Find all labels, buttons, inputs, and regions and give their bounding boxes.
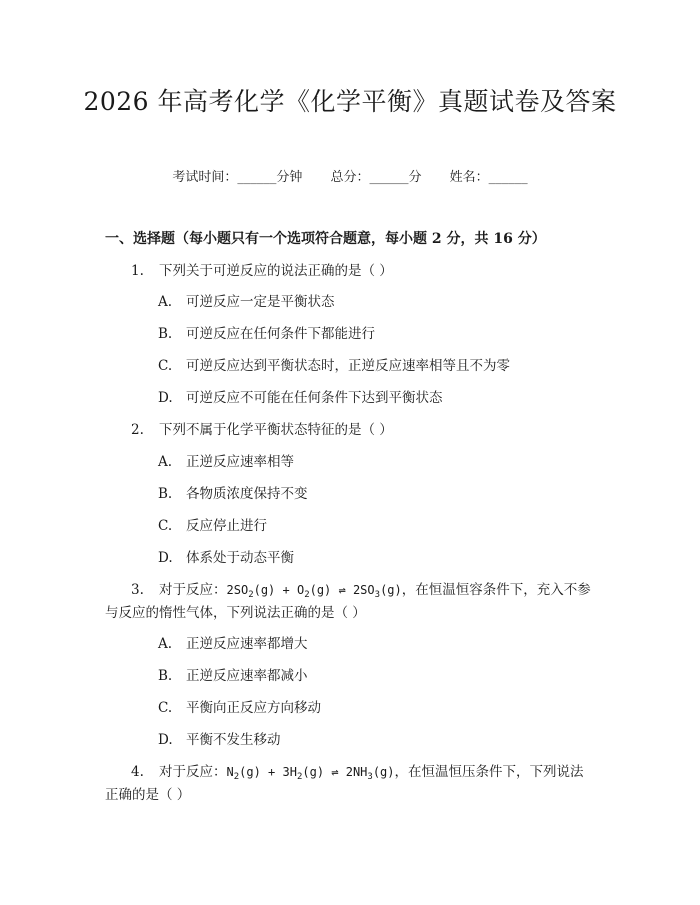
exam-time-field: 考试时间：______分钟 — [172, 170, 303, 185]
question-1 — [131, 261, 393, 281]
question-1-option-b — [158, 324, 375, 344]
question-3-option-c — [158, 698, 321, 718]
option-text: 正逆反应速率相等 — [186, 454, 294, 470]
question-text-pre: 对于反应： — [159, 764, 227, 780]
option-letter: B. — [158, 668, 173, 684]
option-letter: A. — [158, 454, 173, 470]
question-3-option-d — [158, 730, 281, 750]
question-4: 4. 对于反应：$N_2(g) + 3H_2(g)$ ⇌ $2NH_3(g)$，在恒温恒压条件下，下列说法 — [131, 764, 584, 782]
page-title: 2026 年高考化学《化学平衡》真题试卷及答案 — [83, 87, 617, 116]
question-number: 3. — [131, 582, 144, 598]
option-text: 可逆反应一定是平衡状态 — [186, 294, 335, 310]
option-letter: D. — [158, 732, 173, 748]
option-letter: A. — [158, 294, 173, 310]
question-number: 1. — [131, 263, 144, 279]
question-number: 4. — [131, 764, 144, 780]
question-2-option-c — [158, 516, 267, 536]
option-letter: D. — [158, 550, 173, 566]
question-text-line2: 与反应的惰性气体，下列说法正确的是（ ） — [105, 605, 366, 621]
question-4-line2 — [105, 785, 190, 805]
option-text: 正逆反应速率都减小 — [186, 668, 308, 684]
option-text: 正逆反应速率都增大 — [186, 636, 308, 652]
question-3-line2 — [105, 603, 366, 623]
exam-meta — [0, 168, 700, 188]
option-letter: C. — [158, 358, 173, 374]
option-letter: C. — [158, 518, 173, 534]
question-text-pre: 对于反应： — [159, 582, 227, 598]
question-2 — [131, 420, 393, 440]
option-letter: B. — [158, 326, 173, 342]
question-2-option-a — [158, 452, 294, 472]
question-number: 2. — [131, 422, 144, 438]
question-text-line2: 正确的是（ ） — [105, 787, 191, 803]
student-name-field: 姓名：______ — [449, 170, 528, 185]
option-text: 各物质浓度保持不变 — [186, 486, 308, 502]
option-text: 可逆反应不可能在任何条件下达到平衡状态 — [186, 390, 443, 406]
option-letter: B. — [158, 486, 173, 502]
question-2-option-b — [158, 484, 308, 504]
question-1-option-c — [158, 356, 510, 376]
reaction-equation: $N_2(g) + 3H_2(g)$ ⇌ $2NH_3(g)$ — [226, 765, 395, 782]
option-text: 体系处于动态平衡 — [186, 550, 294, 566]
reaction-equation: $2SO_2(g) + O_2(g)$ ⇌ $2SO_3(g)$ — [226, 583, 402, 600]
question-3-option-a — [158, 634, 308, 654]
option-text: 可逆反应达到平衡状态时，正逆反应速率相等且不为零 — [186, 358, 510, 374]
question-text: 下列关于可逆反应的说法正确的是（ ） — [159, 263, 393, 279]
question-1-option-a — [158, 292, 335, 312]
question-3: 3. 对于反应：$2SO_2(g) + O_2(g)$ ⇌ $2SO_3(g)$，在恒温恒容条件下，充入不参 — [131, 582, 591, 600]
option-text: 平衡向正反应方向移动 — [186, 700, 321, 716]
option-letter: A. — [158, 636, 173, 652]
option-text: 平衡不发生移动 — [186, 732, 281, 748]
question-3-option-b — [158, 666, 308, 686]
option-letter: D. — [158, 390, 173, 406]
total-score-field: 总分：______分 — [330, 170, 422, 185]
option-text: 可逆反应在任何条件下都能进行 — [186, 326, 375, 342]
section-heading-multiple-choice: 一、选择题（每小题只有一个选项符合题意，每小题 2 分，共 16 分） — [105, 231, 546, 247]
question-text: 下列不属于化学平衡状态特征的是（ ） — [159, 422, 393, 438]
question-1-option-d — [158, 388, 443, 408]
option-letter: C. — [158, 700, 173, 716]
question-2-option-d — [158, 548, 294, 568]
option-text: 反应停止进行 — [186, 518, 267, 534]
